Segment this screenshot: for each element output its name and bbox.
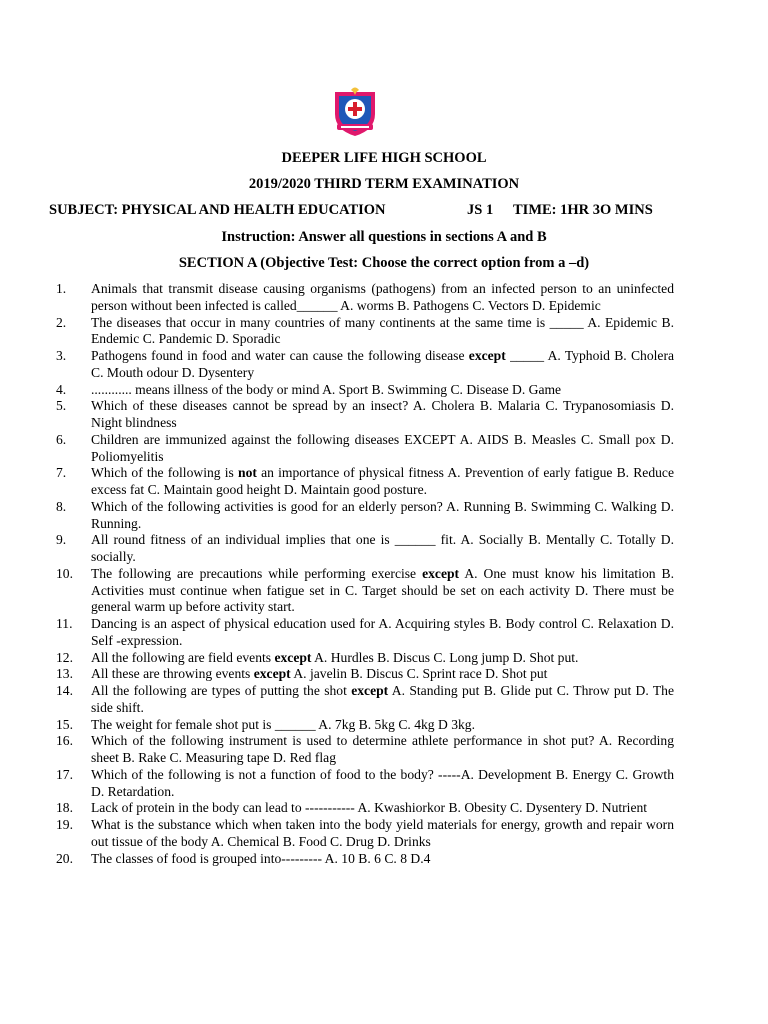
- question-text: The weight for female shot put is ______ A. 7kg B. 5kg C. 4kg D 3kg.: [91, 716, 475, 732]
- question-item: [0, 566, 674, 616]
- question-item: [0, 650, 674, 667]
- question-text: The classes of food is grouped into--------- A. 10 B. 6 C. 8 D.4: [91, 850, 431, 866]
- question-text: All round fitness of an individual implies that one is ______ fit. A. Socially B. Mentally C. Totally D. socially.: [91, 532, 674, 564]
- question-number: 8.: [56, 498, 67, 514]
- question-emphasis: except: [351, 683, 389, 698]
- question-list: [0, 281, 768, 867]
- question-emphasis: except: [253, 666, 291, 682]
- question-text: Which of the following activities is good for an elderly person? A. Running B. Swimming C. Walking D. Running.: [91, 498, 674, 531]
- time-label: TIME: 1HR 3O MINS: [513, 202, 653, 218]
- question-item: [0, 851, 674, 868]
- school-name: DEEPER LIFE HIGH SCHOOL: [281, 150, 487, 166]
- question-emphasis: not: [238, 465, 257, 481]
- question-number: 17.: [56, 766, 73, 782]
- question-number: 2.: [56, 314, 67, 330]
- question-text: Pathogens found in food and water can cause the following disease: [91, 348, 469, 363]
- question-item: [0, 733, 674, 767]
- question-item: [0, 398, 674, 432]
- question-item: [0, 499, 674, 533]
- question-number: 10.: [56, 565, 73, 581]
- question-item: [0, 315, 674, 349]
- question-text: The diseases that occur in many countries of many continents at the same time is _____ A. Epidemic B. Endemic C. Pandemic D. Sporadic: [91, 314, 674, 347]
- question-number: 18.: [56, 800, 73, 816]
- question-text: Which of the following instrument is used to determine athlete performance in shot put? A. Recording sheet B. Rake C. Measuring tape D. Red flag: [91, 733, 674, 765]
- question-text: Children are immunized against the following diseases EXCEPT A. AIDS B. Measles C. Small pox D. Poliomyelitis: [91, 431, 674, 464]
- question-number: 7.: [56, 465, 67, 481]
- question-number: 19.: [56, 817, 73, 832]
- exam-title: 2019/2020 THIRD TERM EXAMINATION: [248, 176, 520, 192]
- question-text: A. Standing put B. Glide put C. Throw put D. The side shift.: [91, 683, 674, 715]
- question-text: All these are throwing events: [91, 666, 254, 682]
- class-label: JS 1: [467, 202, 494, 218]
- question-number: 12.: [56, 649, 73, 665]
- question-text: What is the substance which when taken into the body yield materials for energy, growth and repair worn out tissue of the body A. Chemical B. Food C. Drug D. Drinks: [91, 817, 674, 849]
- question-text: All the following are field events: [91, 649, 275, 665]
- question-emphasis: except: [274, 649, 312, 665]
- question-text: Dancing is an aspect of physical education used for A. Acquiring styles B. Body control C. Relaxation D. Self -expression.: [91, 616, 674, 648]
- question-text: an importance of physical fitness A. Prevention of early fatigue B. Reduce excess fat C. Maintain good height D. Maintain good posture.: [91, 465, 674, 497]
- question-text: Which of the following is: [91, 465, 239, 481]
- question-number: 15.: [56, 716, 73, 732]
- question-emphasis: except: [422, 565, 460, 581]
- question-number: 1.: [56, 281, 67, 296]
- question-text: _____ A. Typhoid B. Cholera C. Mouth odour D. Dysentery: [91, 348, 675, 380]
- question-item: [0, 817, 674, 851]
- question-item: [0, 666, 674, 683]
- question-number: 5.: [56, 398, 67, 414]
- section-heading: SECTION A (Objective Test: Choose the correct option from a –d): [178, 255, 590, 271]
- question-number: 13.: [56, 666, 73, 682]
- question-number: 16.: [56, 733, 73, 749]
- question-text: Animals that transmit disease causing organisms (pathogens) from an infected person to an uninfected person without been infected is called______ A. worms B. Pathogens C. Vectors D. Epidemic: [91, 281, 674, 313]
- question-item: [0, 532, 674, 566]
- question-number: 6.: [56, 431, 67, 447]
- question-text: Lack of protein in the body can lead to ----------- A. Kwashiorkor B. Obesity C. Dysentery D. Nutrient: [91, 800, 648, 816]
- question-number: 14.: [56, 683, 73, 698]
- subject-label: SUBJECT: PHYSICAL AND HEALTH EDUCATION: [49, 202, 386, 218]
- question-text: All the following are types of putting the shot: [91, 683, 352, 698]
- school-logo: [329, 86, 381, 138]
- question-number: 11.: [56, 616, 73, 631]
- question-item: [0, 800, 674, 817]
- question-item: [0, 432, 674, 466]
- question-number: 4.: [56, 381, 67, 397]
- question-text: A. javelin B. Discus C. Sprint race D. Shot put: [290, 666, 548, 682]
- question-item: [0, 717, 674, 734]
- question-item: [0, 281, 674, 315]
- question-item: [0, 465, 674, 499]
- subject-line: [49, 201, 729, 219]
- question-text: Which of these diseases cannot be spread by an insect? A. Cholera B. Malaria C. Trypanosomiasis D. Night blindness: [91, 398, 674, 430]
- question-number: 9.: [56, 532, 67, 548]
- question-text: The following are precautions while performing exercise: [91, 565, 423, 581]
- question-number: 3.: [56, 348, 67, 363]
- instruction: Instruction: Answer all questions in sections A and B: [221, 229, 547, 245]
- question-text: Which of the following is not a function of food to the body? -----A. Development B. Energy C. Growth D. Retardation.: [91, 766, 674, 799]
- question-emphasis: except: [468, 348, 506, 363]
- question-number: 20.: [56, 850, 73, 866]
- question-item: [0, 683, 674, 717]
- question-item: [0, 348, 674, 382]
- question-text: A. One must know his limitation B. Activities must continue when fatigue set in C. Target should be set on each activity D. There must be general warm up before activity start.: [91, 565, 674, 615]
- question-text: A. Hurdles B. Discus C. Long jump D. Shot put.: [311, 649, 579, 665]
- question-item: [0, 382, 674, 399]
- question-text: ............ means illness of the body or mind A. Sport B. Swimming C. Disease D. Game: [91, 381, 562, 397]
- question-item: [0, 767, 674, 801]
- question-item: [0, 616, 674, 650]
